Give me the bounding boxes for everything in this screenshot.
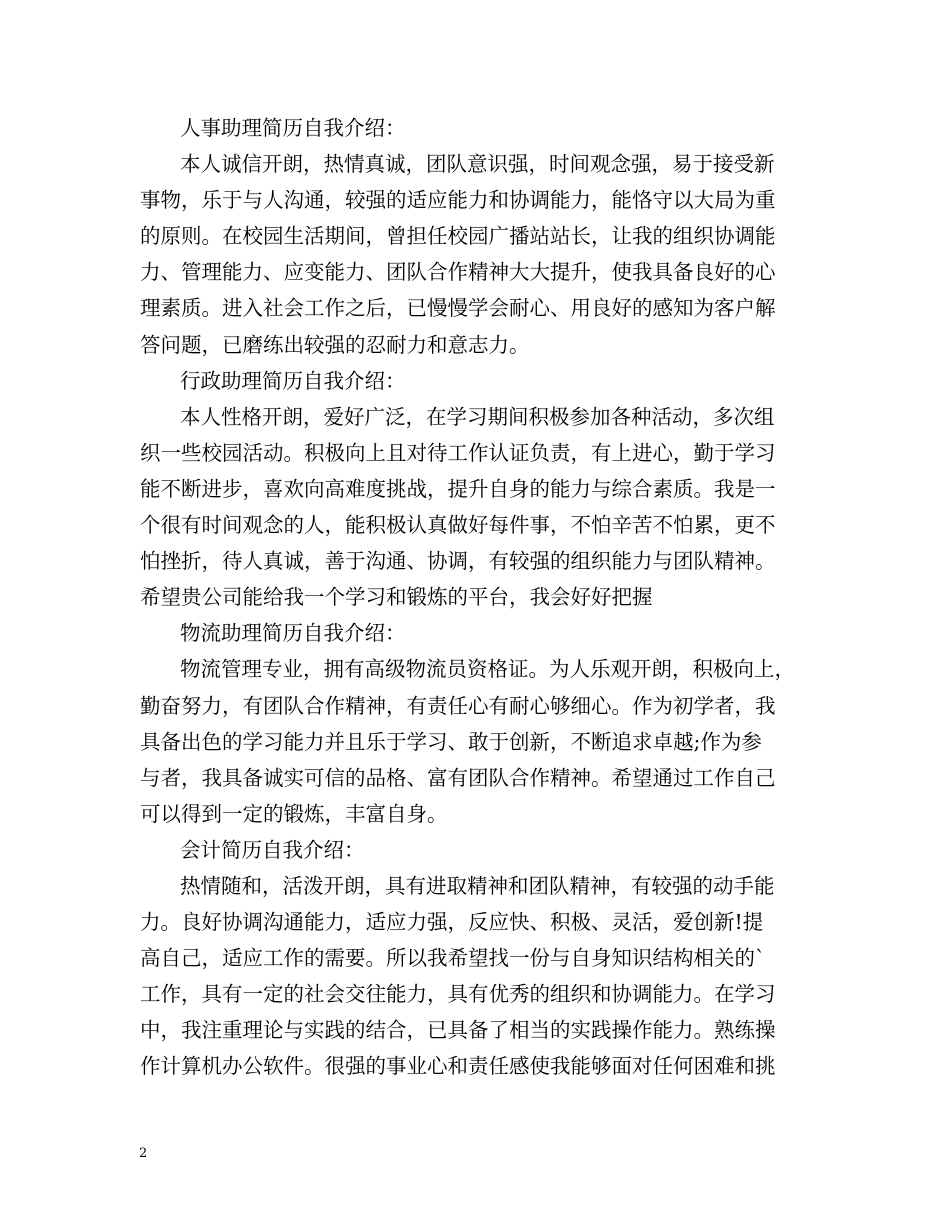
- text-line: 织一些校园活动。积极向上且对待工作认证负责，有上进心，勤于学习: [140, 440, 776, 465]
- text-line: 力。良好协调沟通能力，适应力强，反应快、积极、灵活，爱创新!提: [140, 910, 764, 935]
- text-line: 作计算机办公软件。很强的事业心和责任感使我能够面对任何困难和挑: [140, 1054, 776, 1079]
- text-line: 力、管理能力、应变能力、团队合作精神大大提升，使我具备良好的心: [140, 260, 776, 285]
- text-line: 答问题，已磨练出较强的忍耐力和意志力。: [140, 332, 530, 357]
- section-heading-accounting: 会计简历自我介绍：: [180, 837, 365, 862]
- text-line: 怕挫折，待人真诚，善于沟通、协调，有较强的组织能力与团队精神。: [140, 549, 776, 574]
- section-heading-admin-assistant: 行政助理简历自我介绍：: [180, 368, 406, 393]
- text-line: 个很有时间观念的人，能积极认真做好每件事，不怕辛苦不怕累，更不: [140, 513, 776, 538]
- section-heading-hr-assistant: 人事助理简历自我介绍：: [180, 116, 406, 140]
- text-line: 中，我注重理论与实践的结合，已具备了相当的实践操作能力。熟练操: [140, 1018, 776, 1043]
- text-line: 本人性格开朗，爱好广泛，在学习期间积极参加各种活动，多次组: [180, 404, 775, 429]
- text-line: 与者，我具备诚实可信的品格、富有团队合作精神。希望通过工作自己: [140, 765, 776, 790]
- text-line: 具备出色的学习能力并且乐于学习、敢于创新，不断追求卓越;作为参: [140, 729, 762, 754]
- text-line: 高自己，适应工作的需要。所以我希望找一份与自身知识结构相关的`: [140, 946, 766, 971]
- text-line: 本人诚信开朗，热情真诚，团队意识强，时间观念强，易于接受新: [180, 152, 775, 177]
- text-line: 物流管理专业，拥有高级物流员资格证。为人乐观开朗，积极向上，: [180, 657, 795, 682]
- text-line: 勤奋努力，有团队合作精神，有责任心有耐心够细心。作为初学者，我: [140, 693, 776, 718]
- text-line: 的原则。在校园生活期间，曾担任校园广播站站长，让我的组织协调能: [140, 224, 776, 249]
- page-number: 2: [139, 1146, 148, 1161]
- text-line: 希望贵公司能给我一个学习和锻炼的平台，我会好好把握: [140, 585, 653, 610]
- text-line: 能不断进步，喜欢向高难度挑战，提升自身的能力与综合素质。我是一: [140, 476, 776, 501]
- text-line: 事物，乐于与人沟通，较强的适应能力和协调能力，能恪守以大局为重: [140, 188, 776, 213]
- text-line: 理素质。进入社会工作之后，已慢慢学会耐心、用良好的感知为客户解: [140, 296, 776, 321]
- section-heading-logistics-assistant: 物流助理简历自我介绍：: [180, 621, 406, 646]
- text-line: 可以得到一定的锻炼，丰富自身。: [140, 801, 448, 826]
- text-line: 热情随和，活泼开朗，具有进取精神和团队精神，有较强的动手能: [180, 873, 775, 898]
- body-text: [0, 110, 950, 1085]
- text-line: 工作，具有一定的社会交往能力，具有优秀的组织和协调能力。在学习: [140, 982, 776, 1007]
